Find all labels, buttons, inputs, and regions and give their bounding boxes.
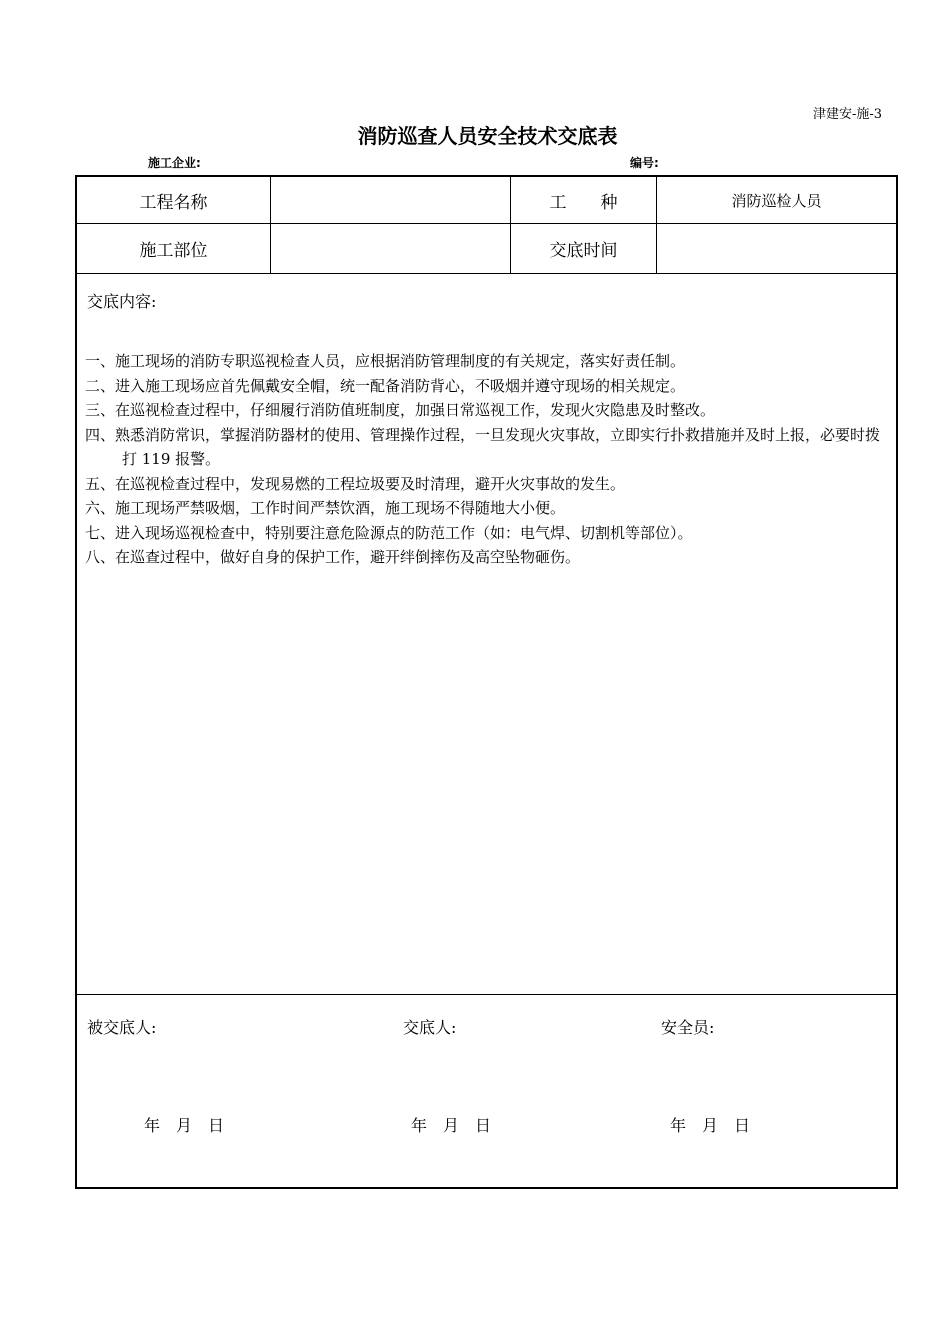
list-item: 二、进入施工现场应首先佩戴安全帽，统一配备消防背心，不吸烟并遵守现场的相关规定。 <box>85 376 686 395</box>
grid-divider <box>77 994 896 995</box>
time-label: 交底时间 <box>549 241 618 261</box>
location-label: 施工部位 <box>139 241 208 261</box>
disclosure-items <box>85 349 890 570</box>
project-name-field[interactable] <box>271 177 510 223</box>
location-field[interactable] <box>271 224 510 273</box>
safety-officer-date: 年 月 日 <box>670 1116 751 1135</box>
disclosure-form <box>75 175 898 1189</box>
list-item: 五、在巡视检查过程中，发现易燃的工程垃圾要及时清理，避开火灾事故的发生。 <box>85 474 626 493</box>
list-item: 七、进入现场巡视检查中，特别要注意危险源点的防范工作（如：电气焊、切割机等部位）。 <box>85 523 693 542</box>
list-item: 六、施工现场严禁吸烟，工作时间严禁饮酒，施工现场不得随地大小便。 <box>85 499 566 517</box>
project-name-label: 工程名称 <box>139 192 208 213</box>
list-item: 八、在巡查过程中，做好自身的保护工作，避开绊倒摔伤及高空坠物砸伤。 <box>85 548 581 566</box>
form-code: 津建安-施-3 <box>812 107 882 122</box>
content-label: 交底内容: <box>87 292 157 311</box>
presenter-date: 年 月 日 <box>411 1116 492 1135</box>
company-label: 施工企业: <box>148 156 201 170</box>
grid-divider <box>77 273 896 274</box>
trade-value: 消防巡检人员 <box>731 191 822 210</box>
receiver-date: 年 月 日 <box>144 1116 225 1135</box>
safety-officer-signature-label: 安全员: <box>661 1018 715 1037</box>
trade-label: 工 种 <box>549 192 618 213</box>
list-item: 四、熟悉消防常识，掌握消防器材的使用、管理操作过程，一旦发现火灾事故，立即实行扑救措施并及时上报，必要时拨打 119 报警。 <box>85 425 881 468</box>
list-item: 三、在巡视检查过程中，仔细履行消防值班制度，加强日常巡视工作，发现火灾隐患及时整改。 <box>85 401 716 419</box>
number-label: 编号: <box>630 156 659 170</box>
receiver-signature-label: 被交底人: <box>87 1018 157 1037</box>
list-item: 一、施工现场的消防专职巡视检查人员，应根据消防管理制度的有关规定，落实好责任制。 <box>85 352 686 370</box>
page-title: 消防巡查人员安全技术交底表 <box>357 124 618 148</box>
time-field[interactable] <box>657 224 896 273</box>
presenter-signature-label: 交底人: <box>403 1018 457 1037</box>
